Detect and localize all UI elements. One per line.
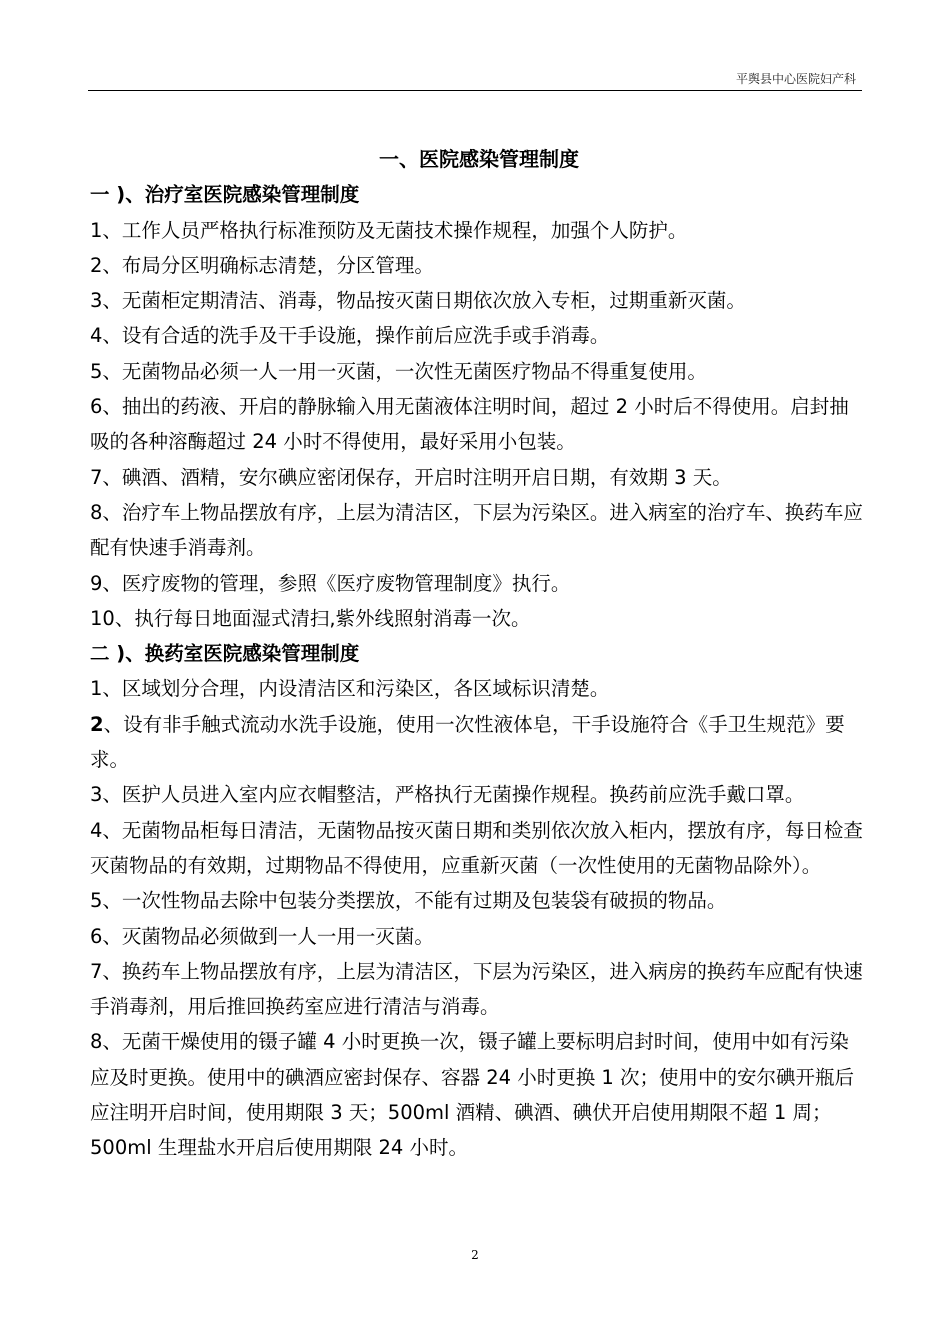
paragraph: 9、医疗废物的管理，参照《医疗废物管理制度》执行。	[90, 571, 571, 595]
paragraph: 10、执行每日地面湿式清扫,紫外线照射消毒一次。	[90, 606, 531, 630]
paragraph: 8、无菌干燥使用的镊子罐 4 小时更换一次，镊子罐上要标明启封时间，使用中如有污染应及时更换。使用中的碘酒应密封保存、容器 24 小时更换 1 次；使用中的安尔碘开瓶后应注明开启时间，使用期限 3 天；500ml 酒精、碘酒、碘伏开启使用期限不超 1 周；500ml 生理盐水开启后使用期限 24 小时。	[90, 1030, 855, 1160]
document-title: 一、医院感染管理制度	[379, 147, 579, 171]
item-number: 2	[90, 712, 104, 736]
paragraph: 7、碘酒、酒精，安尔碘应密闭保存，开启时注明开启日期，有效期 3 天。	[90, 465, 732, 489]
paragraph: 3、医护人员进入室内应衣帽整洁，严格执行无菌操作规程。换药前应洗手戴口罩。	[90, 783, 805, 807]
paragraph: 7、换药车上物品摆放有序，上层为清洁区，下层为污染区，进入病房的换药车应配有快速手消毒剂，用后推回换药室应进行清洁与消毒。	[90, 959, 863, 1019]
paragraph: 5、无菌物品必须一人一用一灭菌，一次性无菌医疗物品不得重复使用。	[90, 359, 707, 383]
paragraph: 4、设有合适的洗手及干手设施，操作前后应洗手或手消毒。	[90, 324, 610, 348]
section-heading-1: 一 )、治疗室医院感染管理制度	[90, 183, 360, 207]
paragraph	[90, 707, 868, 778]
paragraph: 6、抽出的药液、开启的静脉输入用无菌液体注明时间，超过 2 小时后不得使用。启封抽吸的各种溶酶超过 24 小时不得使用，最好采用小包装。	[90, 395, 849, 454]
page-number: 2	[471, 1248, 479, 1262]
paragraph: 4、无菌物品柜每日清洁，无菌物品按灭菌日期和类别依次放入柜内，摆放有序，每日检查灭菌物品的有效期，过期物品不得使用，应重新灭菌（一次性使用的无菌物品除外）。	[90, 818, 863, 877]
paragraph: 1、区域划分合理，内设清洁区和污染区，各区域标识清楚。	[90, 677, 610, 701]
paragraph: 6、灭菌物品必须做到一人一用一灭菌。	[90, 924, 434, 948]
paragraph: 5、一次性物品去除中包装分类摆放，不能有过期及包装袋有破损的物品。	[90, 889, 727, 913]
paragraph: 8、治疗车上物品摆放有序，上层为清洁区，下层为污染区。进入病室的治疗车、换药车应配有快速手消毒剂。	[90, 500, 863, 560]
document-body	[90, 142, 868, 1166]
header-org-name: 平舆县中心医院妇产科	[735, 72, 856, 86]
item-text: 、设有非手触式流动水洗手设施，使用一次性液体皂，干手设施符合《手卫生规范》要求。	[90, 712, 845, 772]
paragraph: 2、布局分区明确标志清楚，分区管理。	[90, 253, 434, 277]
paragraph: 1、工作人员严格执行标准预防及无菌技术操作规程，加强个人防护。	[90, 218, 688, 242]
page-header	[88, 66, 862, 91]
paragraph: 3、无菌柜定期清洁、消毒，物品按灭菌日期依次放入专柜，过期重新灭菌。	[90, 289, 746, 313]
section-heading-2: 二 )、换药室医院感染管理制度	[90, 642, 360, 666]
